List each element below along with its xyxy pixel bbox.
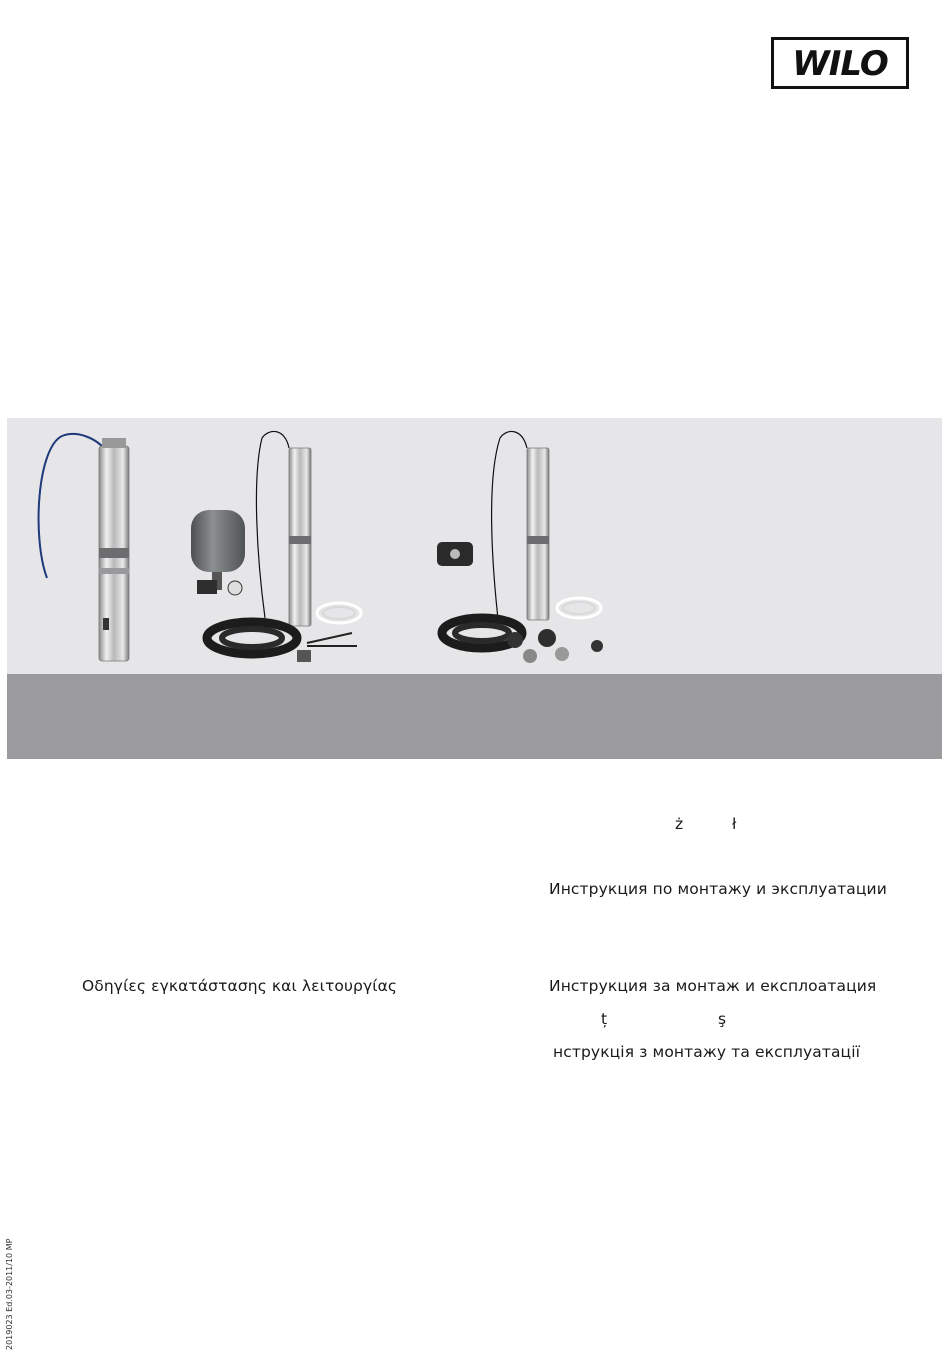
romanian-fragment-2: ş [718, 1010, 727, 1028]
submersible-pump-image [39, 434, 129, 661]
pressure-tank-set-image [191, 431, 361, 662]
document-number: 2019023 Ed.03-2011/10 MP [5, 1238, 14, 1350]
wilo-logo-mark [774, 40, 906, 86]
romanian-fragment-1: ț [601, 1010, 608, 1028]
polish-fragment-2: ł [732, 815, 737, 833]
bulgarian-instructions-title: Инструкция за монтаж и експлоатация [549, 977, 877, 995]
greek-instructions-title: Οδηγίες εγκατάστασης και λειτουργίας [82, 977, 398, 995]
ukrainian-instructions-title: нструкція з монтажу та експлуатації [553, 1043, 861, 1061]
polish-fragment-1: ż [675, 815, 684, 833]
product-illustration [7, 418, 942, 674]
svg-text:WILO: WILO [792, 44, 888, 84]
title-band [7, 674, 942, 759]
wilo-logo [771, 37, 909, 89]
pressure-controller-set-image [437, 431, 603, 663]
product-image-panel [7, 418, 942, 674]
russian-instructions-title: Инструкция по монтажу и эксплуатации [549, 880, 887, 898]
